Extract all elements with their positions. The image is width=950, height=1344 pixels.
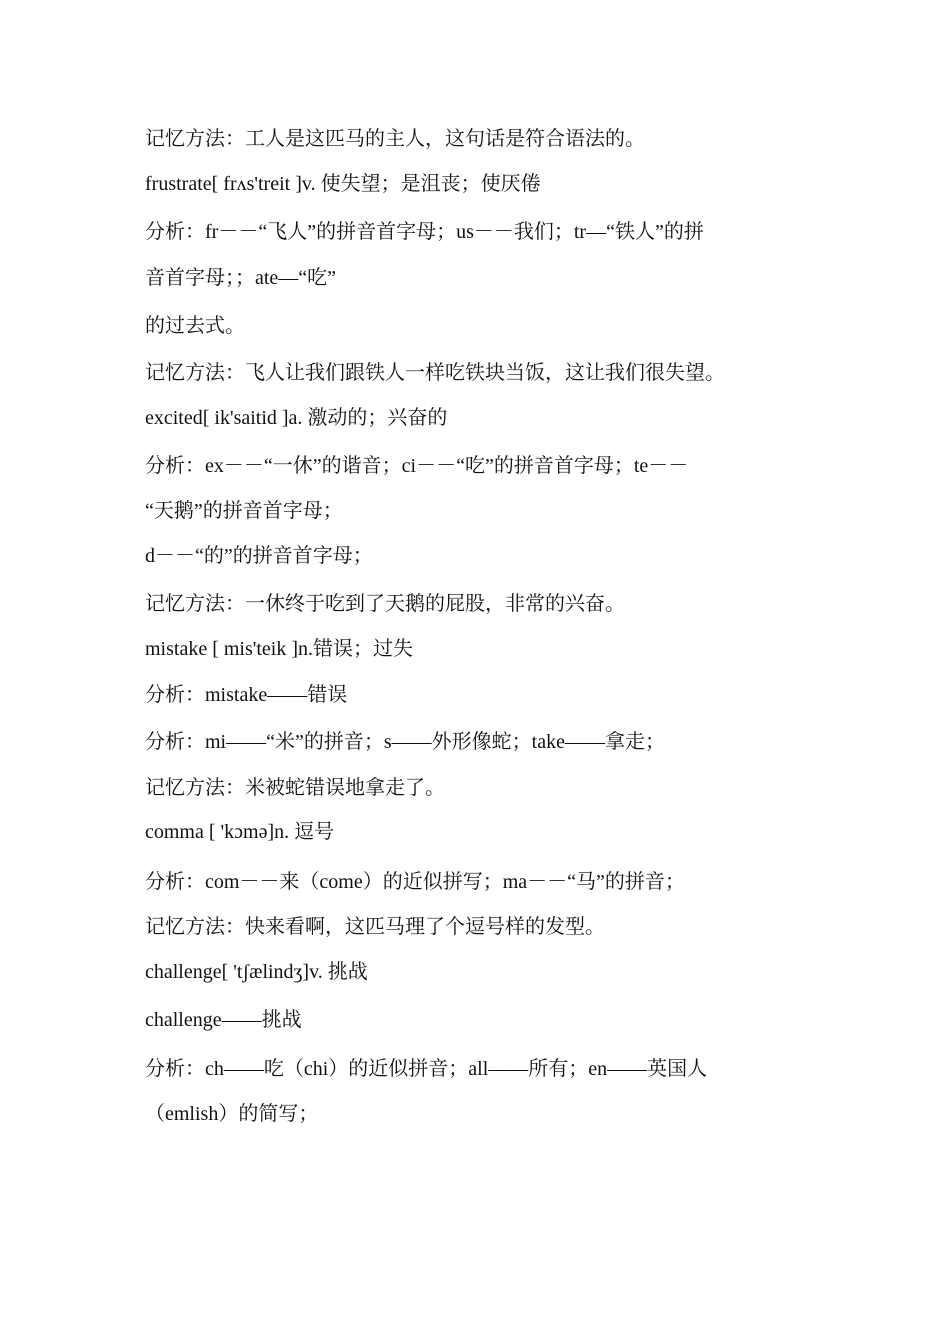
- text-line: 记忆方法：米被蛇错误地拿走了。: [145, 777, 445, 799]
- text-line: 记忆方法：快来看啊，这匹马理了个逗号样的发型。: [145, 916, 605, 938]
- text-line: frustrate[ frʌs'treit ]v. 使失望；是沮丧；使厌倦: [145, 173, 541, 195]
- text-line: mistake [ mis'teik ]n.错误；过失: [145, 638, 414, 660]
- text-line: 记忆方法：工人是这匹马的主人，这句话是符合语法的。: [145, 128, 645, 150]
- text-line: 分析：mistake——错误: [145, 684, 348, 706]
- text-line: （emlish）的简写；: [145, 1103, 319, 1125]
- text-line: “天鹅”的拼音首字母；: [145, 500, 343, 522]
- text-line: 的过去式。: [145, 315, 245, 337]
- text-line: comma [ 'kɔmə]n. 逗号: [145, 821, 335, 843]
- text-line: excited[ ik'saitid ]a. 激动的；兴奋的: [145, 407, 448, 429]
- text-line: 分析：ex－－“一休”的谐音；ci－－“吃”的拼音首字母；te－－: [145, 455, 689, 477]
- text-line: 分析：ch——吃（chi）的近似拼音；all——所有；en——英国人: [145, 1058, 708, 1080]
- text-line: 记忆方法：一休终于吃到了天鹅的屁股，非常的兴奋。: [145, 593, 625, 615]
- text-line: 分析：fr－－“飞人”的拼音首字母；us－－我们；tr—“铁人”的拼: [145, 221, 704, 243]
- text-line: d－－“的”的拼音首字母；: [145, 545, 373, 567]
- text-line: 分析：com－－来（come）的近似拼写；ma－－“马”的拼音；: [145, 871, 685, 893]
- text-line: 记忆方法：飞人让我们跟铁人一样吃铁块当饭，这让我们很失望。: [145, 362, 725, 384]
- text-line: challenge——挑战: [145, 1009, 302, 1031]
- text-line: 分析：mi——“米”的拼音；s——外形像蛇；take——拿走；: [145, 731, 665, 753]
- text-line: challenge[ 'tʃælindʒ]v. 挑战: [145, 961, 368, 983]
- text-line: 音首字母；；ate—“吃”: [145, 267, 337, 289]
